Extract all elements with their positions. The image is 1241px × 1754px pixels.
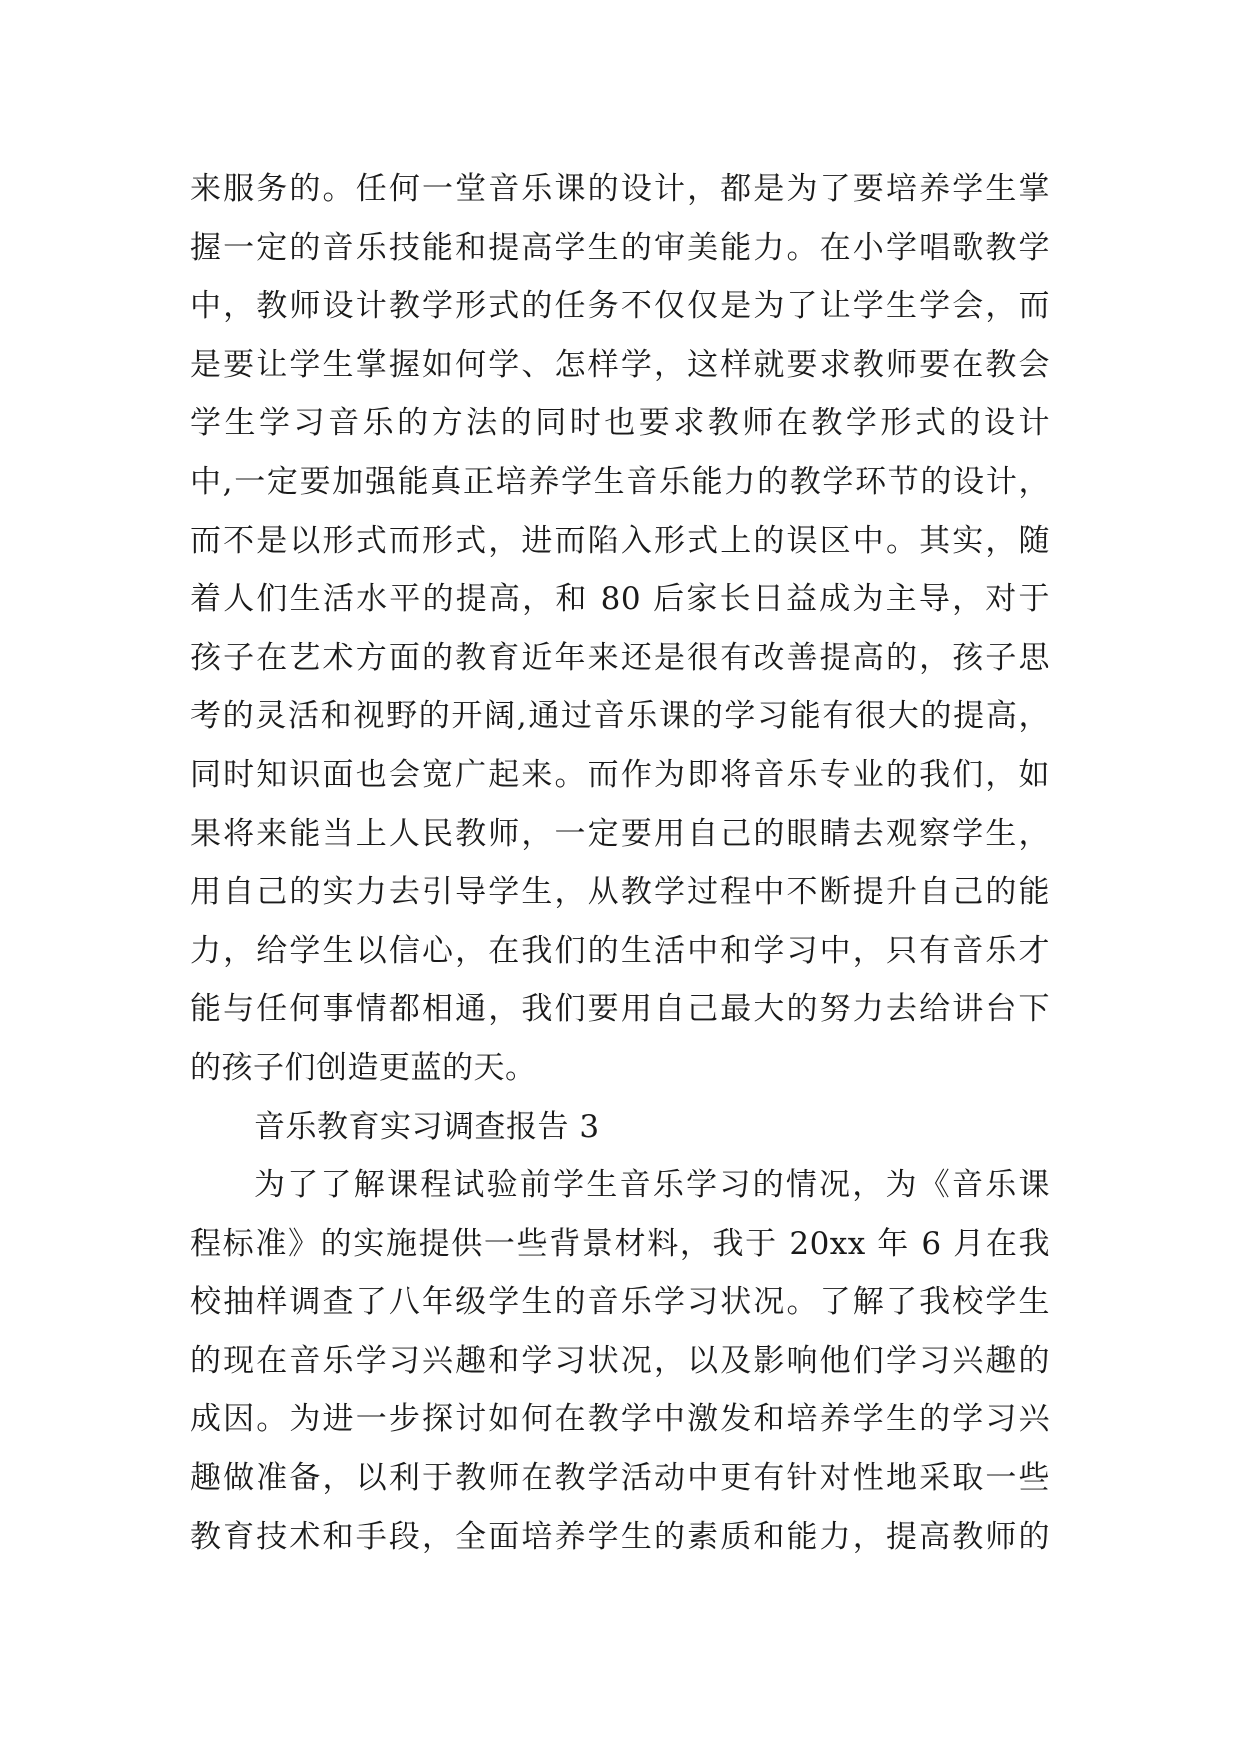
text-line: 程标准》的实施提供一些背景材料，我于 20xx 年 6 月在我	[190, 1225, 1050, 1262]
text-line: 来服务的。任何一堂音乐课的设计，都是为了要培养学生掌	[190, 171, 1050, 207]
text-line: 中,一定要加强能真正培养学生音乐能力的教学环节的设计，	[190, 463, 1050, 500]
text-line: 的现在音乐学习兴趣和学习状况，以及影响他们学习兴趣的	[190, 1342, 1050, 1379]
section-heading: 音乐教育实习调查报告 3	[254, 1108, 600, 1145]
text-line: 为了了解课程试验前学生音乐学习的情况，为《音乐课	[254, 1167, 1050, 1204]
paragraph-continuation	[190, 160, 1050, 1098]
text-line: 力，给学生以信心，在我们的生活中和学习中，只有音乐才	[190, 932, 1050, 969]
text-line: 用自己的实力去引导学生，从教学过程中不断提升自己的能	[190, 874, 1050, 911]
text-line: 着人们生活水平的提高，和 80 后家长日益成为主导，对于	[190, 581, 1050, 618]
text-line: 考的灵活和视野的开阔,通过音乐课的学习能有很大的提高，	[190, 698, 1050, 735]
text-line: 教育技术和手段，全面培养学生的素质和能力，提高教师的	[190, 1518, 1050, 1555]
text-line: 是要让学生掌握如何学、怎样学，这样就要求教师要在教会	[190, 346, 1050, 383]
text-line: 中，教师设计教学形式的任务不仅仅是为了让学生学会，而	[190, 288, 1050, 325]
text-line: 校抽样调查了八年级学生的音乐学习状况。了解了我校学生	[190, 1284, 1050, 1321]
text-line: 果将来能当上人民教师，一定要用自己的眼睛去观察学生，	[190, 815, 1050, 852]
text-line: 同时知识面也会宽广起来。而作为即将音乐专业的我们，如	[190, 756, 1050, 793]
text-line: 握一定的音乐技能和提高学生的审美能力。在小学唱歌教学	[190, 229, 1050, 266]
text-line: 而不是以形式而形式，进而陷入形式上的误区中。其实，随	[190, 522, 1050, 559]
text-line: 学生学习音乐的方法的同时也要求教师在教学形式的设计	[190, 405, 1050, 442]
text-line: 成因。为进一步探讨如何在教学中激发和培养学生的学习兴	[190, 1401, 1050, 1438]
body-text	[190, 160, 1050, 1566]
paragraph-intro	[190, 1156, 1050, 1566]
text-line: 的孩子们创造更蓝的天。	[190, 1049, 537, 1086]
text-line: 孩子在艺术方面的教育近年来还是很有改善提高的，孩子思	[190, 639, 1050, 676]
text-line: 趣做准备，以利于教师在教学活动中更有针对性地采取一些	[190, 1460, 1050, 1497]
text-line: 能与任何事情都相通，我们要用自己最大的努力去给讲台下	[190, 991, 1050, 1028]
